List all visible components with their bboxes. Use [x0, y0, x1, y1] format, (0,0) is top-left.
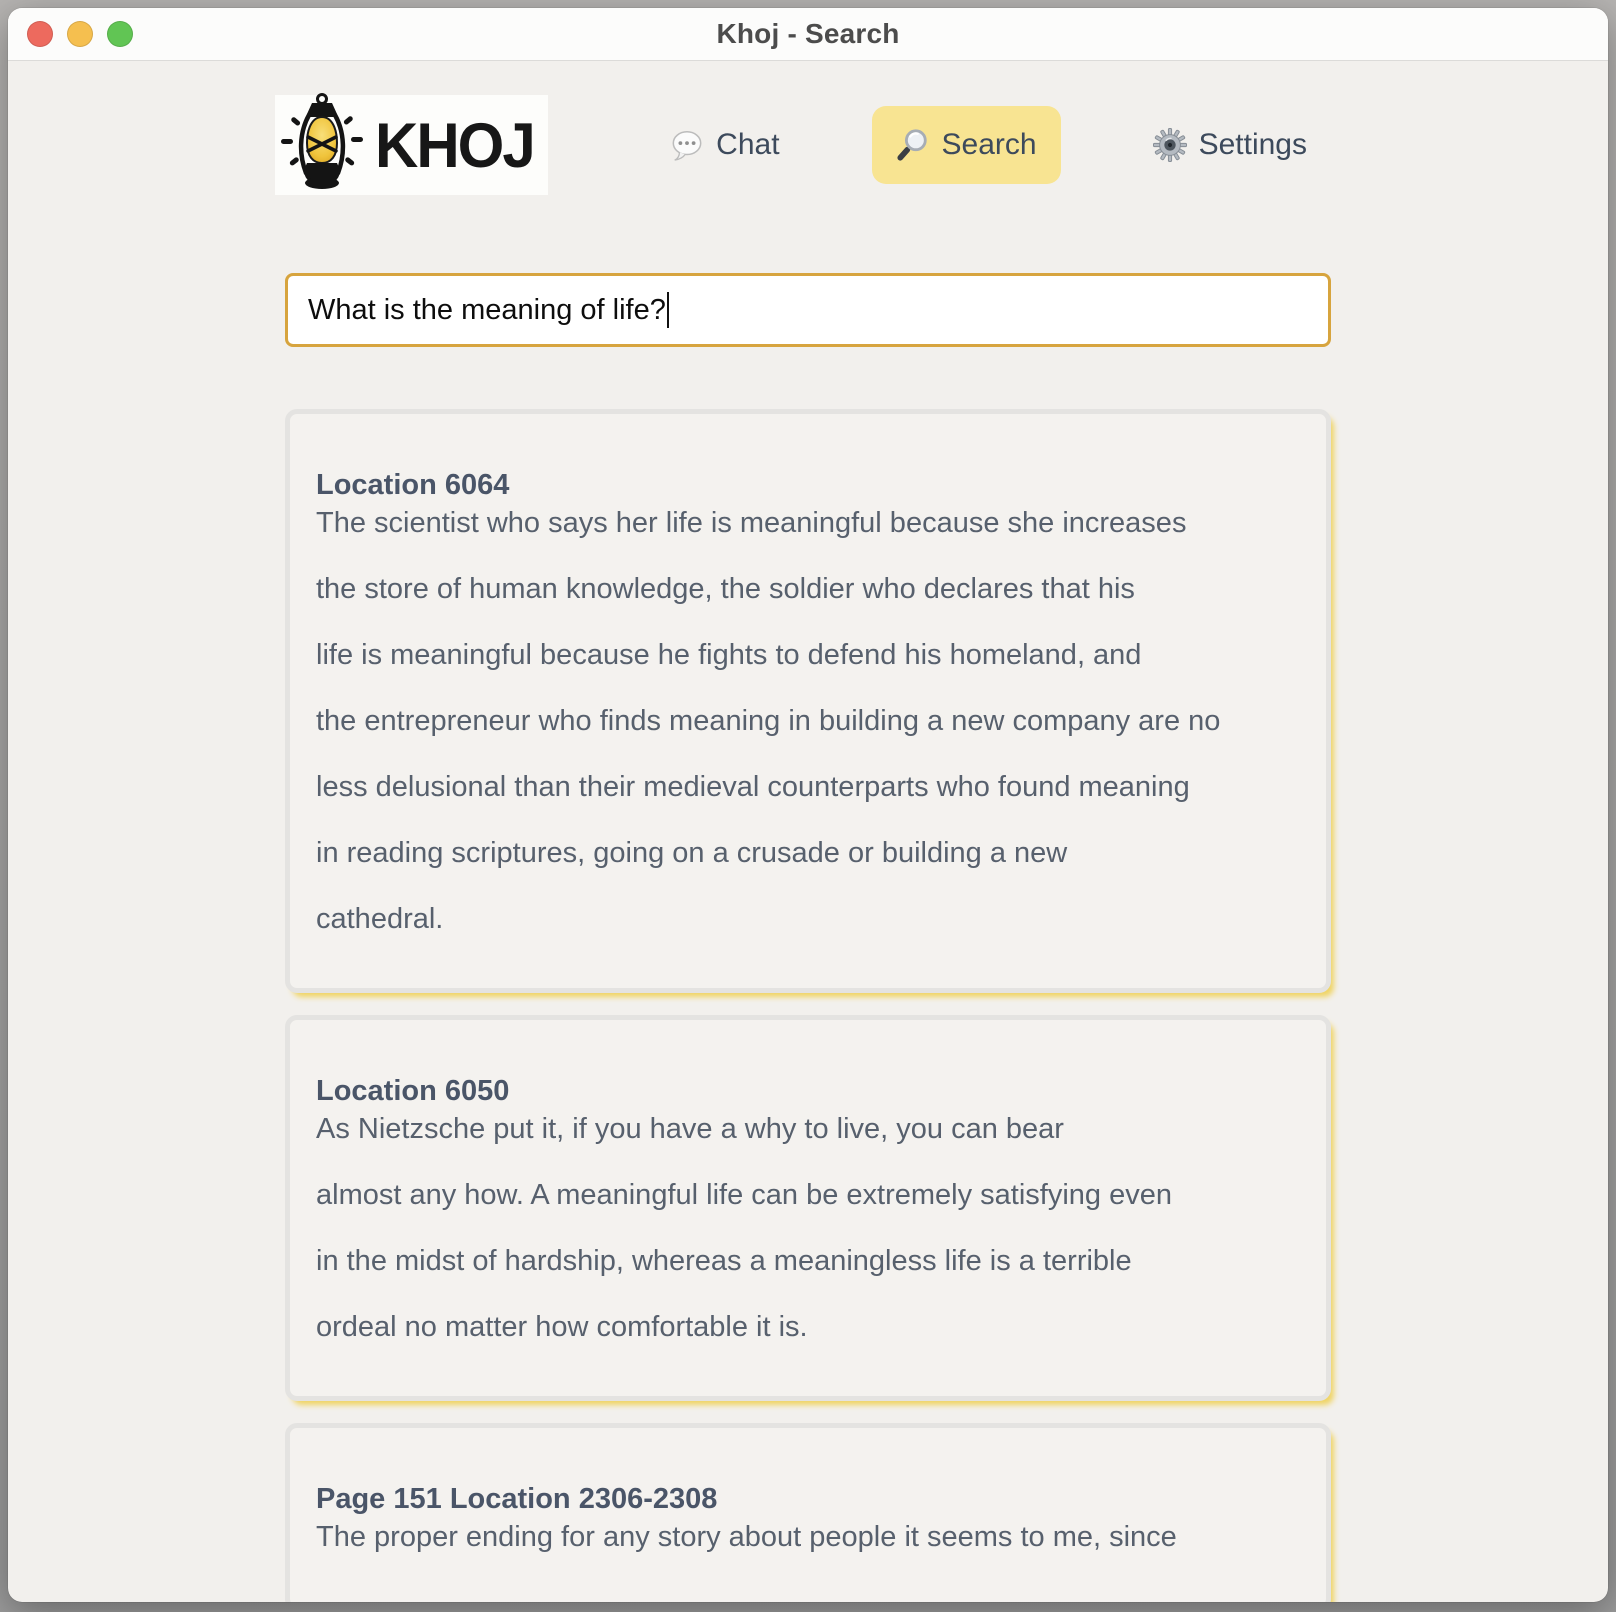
minimize-button[interactable] [67, 21, 93, 47]
result-card [285, 1015, 1331, 1401]
result-line: almost any how. A meaningful life can be extremely satisfying even [316, 1179, 1172, 1211]
titlebar[interactable] [8, 8, 1608, 61]
result-title: Location 6050 [316, 1075, 510, 1107]
search-input-value: What is the meaning of life? [308, 293, 666, 326]
result-title: Page 151 Location 2306-2308 [316, 1483, 718, 1515]
window-title: Khoj - Search [716, 18, 900, 49]
traffic-lights [27, 8, 133, 60]
result-title: Location 6064 [316, 469, 510, 501]
khoj-app-window [8, 8, 1608, 1602]
result-line: cathedral. [316, 903, 444, 935]
nav-search[interactable] [872, 106, 1061, 184]
lantern-logo-icon [279, 93, 365, 198]
result-line: ordeal no matter how comfortable it is. [316, 1311, 808, 1343]
result-line: life is meaningful because he fights to defend his homeland, and [316, 639, 1142, 671]
result-body [316, 1110, 1300, 1346]
gear-icon [1153, 128, 1187, 162]
nav-chat[interactable] [646, 106, 803, 184]
app-header [285, 95, 1331, 195]
search-results [285, 409, 1331, 1602]
result-line: the entrepreneur who finds meaning in building a new company are no [316, 705, 1221, 737]
result-line: in the midst of hardship, whereas a meaningless life is a terrible [316, 1245, 1132, 1277]
khoj-logo [275, 95, 548, 195]
result-body [316, 1518, 1300, 1556]
close-button[interactable] [27, 21, 53, 47]
result-card [285, 409, 1331, 993]
magnifier-icon [896, 128, 930, 162]
result-line: As Nietzsche put it, if you have a why to live, you can bear [316, 1113, 1064, 1145]
nav-chat-label: Chat [716, 128, 780, 161]
result-body [316, 504, 1300, 938]
result-line: The scientist who says her life is meaningful because she increases [316, 507, 1187, 539]
result-line: the store of human knowledge, the soldier who declares that his [316, 573, 1135, 605]
main-nav [646, 106, 1331, 184]
zoom-button[interactable] [107, 21, 133, 47]
nav-settings[interactable] [1129, 106, 1331, 184]
result-card [285, 1423, 1331, 1602]
result-line: less delusional than their medieval counterparts who found meaning [316, 771, 1190, 803]
search-input[interactable] [285, 273, 1331, 347]
text-caret [667, 292, 669, 328]
result-line: The proper ending for any story about people it seems to me, since [316, 1521, 1177, 1553]
chat-icon [670, 129, 704, 162]
logo-wordmark: KHOJ [375, 109, 534, 181]
result-line: in reading scriptures, going on a crusade or building a new [316, 837, 1068, 869]
nav-settings-label: Settings [1198, 128, 1307, 161]
nav-search-label: Search [941, 128, 1037, 161]
